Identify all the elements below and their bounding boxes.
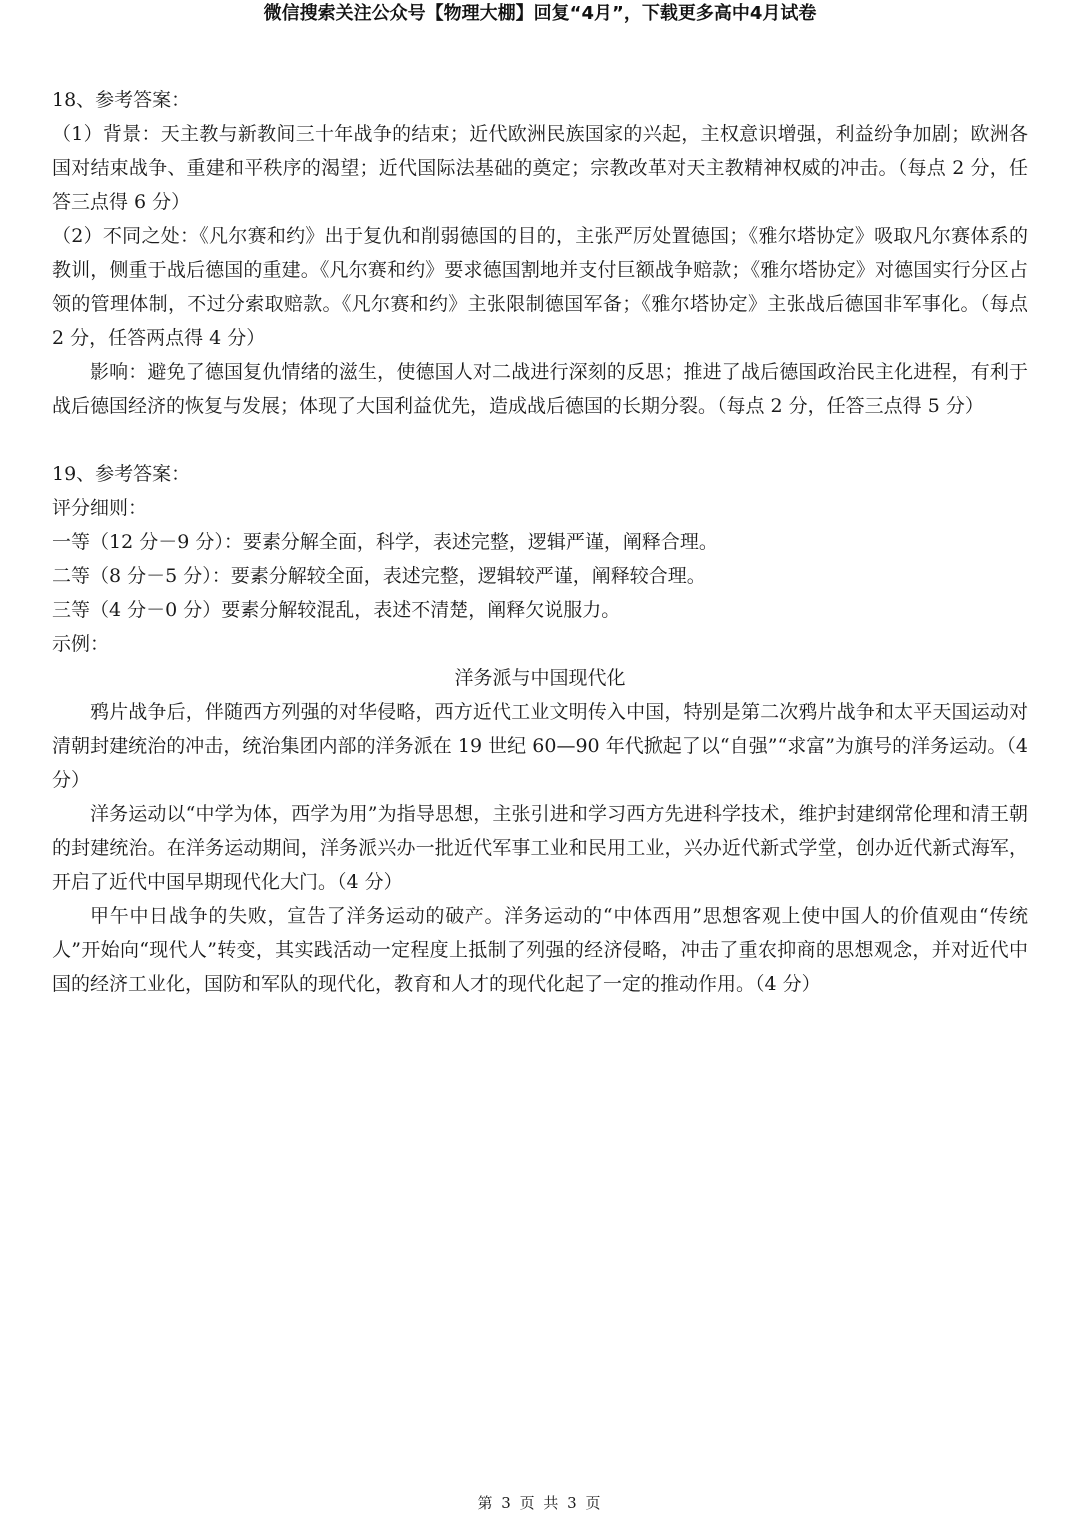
example-label: 示例：	[52, 633, 110, 655]
q18-part1: （1）背景：天主教与新教间三十年战争的结束；近代欧洲民族国家的兴起，主权意识增强，利益纷争加剧；欧洲各国对结束战争、重建和平秩序的渴望；近代国际法基础的奠定；宗教改革对天主教精神权威的冲击。（每点 2 分，任答三点得 6 分）	[52, 123, 1028, 213]
grade-1: 一等（12 分－9 分）：要素分解全面，科学，表述完整，逻辑严谨，阐释合理。	[52, 531, 718, 553]
page-number: 第 3 页 共 3 页	[477, 1494, 603, 1512]
q18-title: 18、参考答案：	[52, 89, 191, 111]
promo-header: 微信搜索关注公众号【物理大棚】回复“4月”，下载更多高中4月试卷	[263, 3, 817, 24]
essay-paragraph: 甲午中日战争的失败，宣告了洋务运动的破产。洋务运动的“中体西用”思想客观上使中国人的价值观由“传统人”开始向“现代人”转变，其实践活动一定程度上抵制了列强的经济侵略，冲击了重农抑商的思想观念，并对近代中国的经济工业化，国防和军队的现代化，教育和人才的现代化起了一定的推动作用。（4 分）	[52, 905, 1028, 995]
q19-title: 19、参考答案：	[52, 463, 191, 485]
essay-paragraph: 洋务运动以“中学为体，西学为用”为指导思想，主张引进和学习西方先进科学技术，维护封建纲常伦理和清王朝的封建统治。在洋务运动期间，洋务派兴办一批近代军事工业和民用工业，兴办近代新式学堂，创办近代新式海军，开启了近代中国早期现代化大门。（4 分）	[52, 803, 1028, 893]
grade-3: 三等（4 分－0 分）要素分解较混乱，表述不清楚，阐释欠说服力。	[52, 599, 621, 621]
grade-2: 二等（8 分－5 分）：要素分解较全面，表述完整，逻辑较严谨，阐释较合理。	[52, 565, 706, 587]
essay-title: 洋务派与中国现代化	[454, 667, 626, 689]
q18-impact: 影响：避免了德国复仇情绪的滋生，使德国人对二战进行深刻的反思；推进了战后德国政治民主化进程，有利于战后德国经济的恢复与发展；体现了大国利益优先，造成战后德国的长期分裂。（每点 2 分，任答三点得 5 分）	[52, 361, 1028, 417]
rubric-title: 评分细则：	[52, 497, 148, 519]
essay-paragraph: 鸦片战争后，伴随西方列强的对华侵略，西方近代工业文明传入中国，特别是第二次鸦片战争和太平天国运动对清朝封建统治的冲击，统治集团内部的洋务派在 19 世纪 60—90 年代掀起了以“自强”“求富”为旗号的洋务运动。（4 分）	[52, 701, 1028, 791]
answer-content	[52, 83, 1028, 1001]
q18-part2: （2）不同之处：《凡尔赛和约》出于复仇和削弱德国的目的，主张严厉处置德国；《雅尔塔协定》吸取凡尔赛体系的教训，侧重于战后德国的重建。《凡尔赛和约》要求德国割地并支付巨额战争赔款；《雅尔塔协定》对德国实行分区占领的管理体制，不过分索取赔款。《凡尔赛和约》主张限制德国军备；《雅尔塔协定》主张战后德国非军事化。（每点 2 分，任答两点得 4 分）	[52, 225, 1028, 349]
